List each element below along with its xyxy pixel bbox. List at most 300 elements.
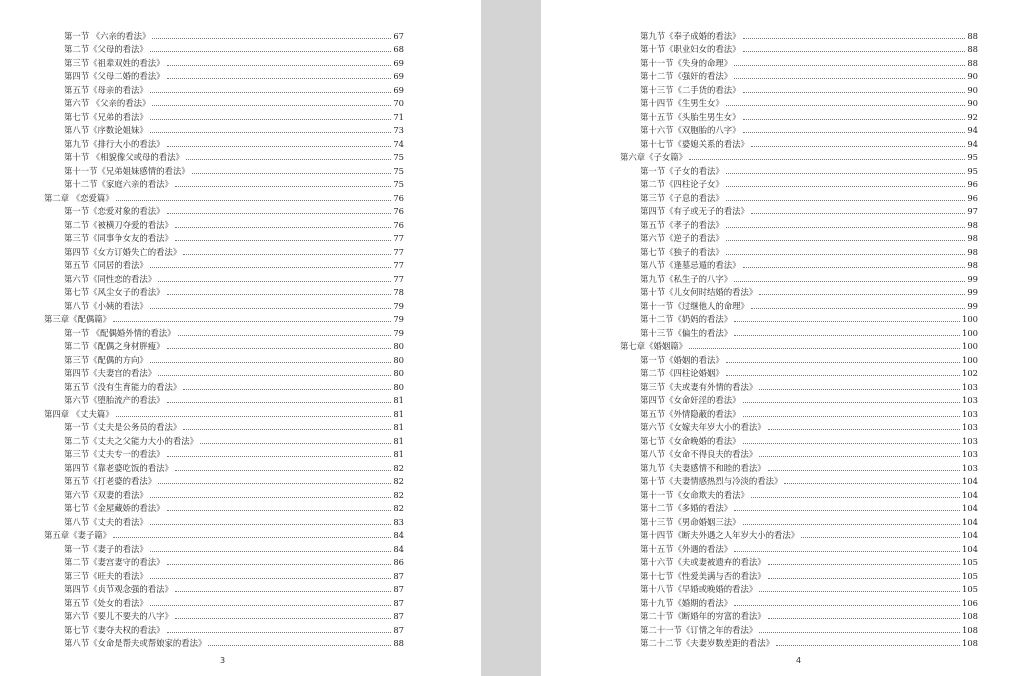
- toc-entry-title: 第十二节《强奸的看法》: [640, 71, 733, 81]
- toc-entry-page: 88: [967, 44, 978, 54]
- toc-section-entry[interactable]: [44, 433, 404, 447]
- toc-section-entry[interactable]: [44, 595, 404, 609]
- toc-section-entry[interactable]: [620, 420, 978, 434]
- toc-entry-title: 第十二节《家庭六亲的看法》: [64, 179, 173, 189]
- toc-entry-title: 第三节《丈夫专一的看法》: [64, 449, 165, 459]
- toc-section-entry[interactable]: [44, 352, 404, 366]
- toc-section-entry[interactable]: [620, 163, 978, 177]
- toc-entry-page: 82: [393, 462, 404, 473]
- toc-section-entry[interactable]: [44, 231, 404, 245]
- toc-entry-title: 第十三节《二手货的看法》: [640, 84, 741, 95]
- toc-section-entry[interactable]: [44, 298, 404, 312]
- toc-section-entry[interactable]: [44, 285, 404, 299]
- toc-entry-page: 69: [393, 57, 404, 68]
- toc-section-entry[interactable]: [620, 366, 978, 380]
- toc-chapter-entry[interactable]: [44, 190, 404, 204]
- toc-section-entry[interactable]: [44, 379, 404, 393]
- toc-entry-page: 104: [962, 530, 978, 540]
- toc-entry-title: 第五节《孝子的看法》: [640, 219, 724, 230]
- toc-entry-page: 105: [962, 584, 978, 594]
- toc-section-entry[interactable]: [44, 622, 404, 636]
- toc-entry-title: 第十二节《奶妈的看法》: [640, 314, 733, 324]
- toc-entry-title: 第二节《被横刀夺爱的看法》: [64, 219, 173, 230]
- toc-entry-page: 86: [393, 557, 404, 567]
- toc-section-entry[interactable]: [620, 514, 978, 528]
- toc-entry-title: 第六章《子女篇》: [620, 152, 687, 162]
- toc-entry-page: 76: [393, 192, 404, 203]
- dot-leader: [167, 78, 392, 79]
- toc-entry-title: 第五节《没有生育能力的看法》: [64, 381, 182, 392]
- toc-entry-page: 87: [393, 611, 404, 621]
- toc-entry-page: 79: [393, 300, 404, 311]
- toc-entry-page: 81: [393, 395, 404, 405]
- dot-leader: [167, 402, 392, 403]
- dot-leader: [200, 443, 391, 444]
- dot-leader: [192, 173, 392, 174]
- toc-chapter-entry[interactable]: [44, 406, 404, 420]
- toc-entry-page: 75: [393, 179, 404, 189]
- toc-entry-title: 第五节《母亲的看法》: [64, 84, 148, 95]
- toc-entry-page: 74: [393, 138, 404, 149]
- toc-chapter-entry[interactable]: [44, 528, 404, 542]
- toc-entry-page: 75: [393, 165, 404, 176]
- dot-leader: [183, 429, 391, 430]
- toc-section-entry[interactable]: [620, 352, 978, 366]
- toc-entry-page: 95: [967, 152, 978, 162]
- toc-entry-title: 第八节《女命是帮夫或帮娘家的看法》: [64, 638, 207, 648]
- dot-leader: [175, 227, 391, 228]
- toc-section-entry[interactable]: [44, 28, 404, 42]
- toc-entry-title: 第二节《丈夫之父能力大小的看法》: [64, 435, 198, 446]
- dot-leader: [175, 240, 391, 241]
- dot-leader: [759, 294, 965, 295]
- toc-section-entry[interactable]: [44, 96, 404, 110]
- toc-entry-page: 99: [967, 300, 978, 311]
- toc-section-entry[interactable]: [620, 379, 978, 393]
- toc-entry-title: 第一节 《配偶婚外情的看法》: [64, 327, 176, 338]
- toc-entry-page: 105: [962, 570, 978, 581]
- toc-entry-page: 106: [962, 597, 978, 608]
- dot-leader: [743, 92, 966, 93]
- toc-entry-title: 第一节《丈夫是公务员的看法》: [64, 422, 182, 432]
- table-of-contents: [620, 28, 978, 649]
- toc-entry-page: 80: [393, 381, 404, 392]
- toc-entry-title: 第十节《夫妻情感热烈与冷淡的看法》: [640, 476, 783, 486]
- toc-section-entry[interactable]: [44, 217, 404, 231]
- dot-leader: [776, 645, 960, 646]
- toc-entry-page: 97: [967, 206, 978, 216]
- toc-section-entry[interactable]: [44, 136, 404, 150]
- toc-section-entry[interactable]: [44, 474, 404, 488]
- dot-leader: [726, 227, 966, 228]
- toc-entry-title: 第四节《贞节观念强的看法》: [64, 584, 173, 594]
- toc-entry-title: 第七节《兄弟的看法》: [64, 111, 148, 122]
- toc-entry-page: 79: [393, 327, 404, 338]
- dot-leader: [726, 173, 966, 174]
- toc-section-entry[interactable]: [620, 109, 978, 123]
- dot-leader: [167, 213, 392, 214]
- dot-leader: [208, 645, 391, 646]
- dot-leader: [150, 132, 392, 133]
- dot-leader: [743, 443, 961, 444]
- dot-leader: [113, 537, 391, 538]
- dot-leader: [734, 65, 965, 66]
- toc-section-entry[interactable]: [620, 636, 978, 650]
- toc-entry-title: 第二节《妻宫妻守的看法》: [64, 557, 165, 567]
- toc-entry-title: 第六节《同性恋的看法》: [64, 273, 157, 284]
- toc-section-entry[interactable]: [44, 514, 404, 528]
- toc-entry-page: 77: [393, 233, 404, 243]
- toc-section-entry[interactable]: [620, 258, 978, 272]
- toc-entry-title: 第五章《妻子篇》: [44, 530, 111, 540]
- toc-entry-title: 第一节《婚姻的看法》: [640, 354, 724, 365]
- toc-entry-title: 第三节《子息的看法》: [640, 192, 724, 203]
- toc-entry-title: 第四节《女方订婚失亡的看法》: [64, 246, 182, 257]
- toc-section-entry[interactable]: [44, 258, 404, 272]
- page-gap: [481, 0, 541, 676]
- toc-section-entry[interactable]: [44, 109, 404, 123]
- toc-entry-page: 87: [393, 597, 404, 608]
- toc-entry-title: 第七节《金屋藏娇的看法》: [64, 503, 165, 513]
- toc-section-entry[interactable]: [620, 474, 978, 488]
- toc-entry-title: 第三节《同事争女友的看法》: [64, 233, 173, 243]
- toc-section-entry[interactable]: [44, 582, 404, 596]
- toc-section-entry[interactable]: [44, 501, 404, 515]
- toc-entry-title: 第二节《四柱论子女》: [640, 179, 724, 189]
- dot-leader: [759, 389, 960, 390]
- toc-chapter-entry[interactable]: [620, 339, 978, 353]
- toc-entry-title: 第四节《女命奸淫的看法》: [640, 395, 741, 405]
- toc-entry-page: 98: [967, 233, 978, 243]
- dot-leader: [150, 119, 392, 120]
- toc-entry-title: 第十一节《女命欺夫的看法》: [640, 489, 749, 500]
- toc-section-entry[interactable]: [44, 244, 404, 258]
- dot-leader: [759, 456, 960, 457]
- toc-entry-page: 83: [393, 516, 404, 527]
- toc-entry-title: 第六节《堕胎流产的看法》: [64, 395, 165, 405]
- toc-entry-page: 96: [967, 192, 978, 203]
- toc-entry-title: 第十节《儿女何时结婚的看法》: [640, 287, 758, 297]
- toc-section-entry[interactable]: [44, 460, 404, 474]
- toc-entry-title: 第十节《职业妇女的看法》: [640, 44, 741, 54]
- toc-section-entry[interactable]: [620, 231, 978, 245]
- toc-entry-title: 第六节《要儿不要夫的八字》: [64, 611, 173, 621]
- toc-entry-page: 94: [967, 138, 978, 149]
- toc-entry-title: 第六节 《父亲的看法》: [64, 98, 151, 108]
- toc-section-entry[interactable]: [620, 28, 978, 42]
- dot-leader: [152, 38, 391, 39]
- toc-entry-title: 第一节《恋爱对象的看法》: [64, 206, 165, 216]
- dot-leader: [726, 200, 966, 201]
- toc-section-entry[interactable]: [620, 42, 978, 56]
- toc-section-entry[interactable]: [44, 555, 404, 569]
- toc-section-entry[interactable]: [620, 312, 978, 326]
- toc-section-entry[interactable]: [44, 636, 404, 650]
- toc-entry-title: 第二十一节《订情之年的看法》: [640, 624, 758, 635]
- toc-entry-page: 100: [962, 354, 978, 365]
- dot-leader: [116, 416, 392, 417]
- toc-entry-page: 104: [962, 503, 978, 513]
- toc-section-entry[interactable]: [620, 204, 978, 218]
- toc-section-entry[interactable]: [620, 271, 978, 285]
- toc-entry-page: 103: [962, 395, 978, 405]
- dot-leader: [158, 281, 391, 282]
- toc-section-entry[interactable]: [620, 190, 978, 204]
- toc-entry-title: 第十四节《断夫外遇之人年岁大小的看法》: [640, 530, 800, 540]
- toc-section-entry[interactable]: [44, 609, 404, 623]
- toc-section-entry[interactable]: [620, 82, 978, 96]
- toc-entry-title: 第三节《旺夫的看法》: [64, 570, 148, 581]
- toc-entry-page: 90: [967, 71, 978, 81]
- toc-section-entry[interactable]: [620, 433, 978, 447]
- dot-leader: [150, 551, 392, 552]
- toc-entry-title: 第十二节《多婚的看法》: [640, 503, 733, 513]
- toc-entry-page: 104: [962, 516, 978, 527]
- dot-leader: [167, 564, 392, 565]
- toc-section-entry[interactable]: [620, 123, 978, 137]
- dot-leader: [768, 618, 960, 619]
- toc-entry-title: 第五节《处女的看法》: [64, 597, 148, 608]
- toc-entry-page: 90: [967, 98, 978, 108]
- toc-entry-page: 100: [962, 341, 978, 351]
- dot-leader: [734, 321, 960, 322]
- toc-entry-page: 68: [393, 44, 404, 54]
- toc-entry-page: 98: [967, 219, 978, 230]
- toc-section-entry[interactable]: [44, 55, 404, 69]
- toc-entry-page: 103: [962, 422, 978, 432]
- toc-section-entry[interactable]: [620, 325, 978, 339]
- toc-section-entry[interactable]: [44, 150, 404, 164]
- toc-entry-title: 第七节《独子的看法》: [640, 246, 724, 257]
- toc-entry-title: 第十五节《外遇的看法》: [640, 543, 733, 554]
- toc-entry-title: 第九节《奉子成婚的看法》: [640, 30, 741, 41]
- toc-entry-page: 94: [967, 125, 978, 135]
- dot-leader: [150, 578, 392, 579]
- toc-section-entry[interactable]: [44, 271, 404, 285]
- toc-entry-page: 90: [967, 84, 978, 95]
- toc-entry-page: 69: [393, 84, 404, 95]
- toc-entry-title: 第二节《配偶之身材胖瘦》: [64, 341, 165, 351]
- dot-leader: [175, 591, 391, 592]
- toc-entry-title: 第六节《双妻的看法》: [64, 489, 148, 500]
- toc-section-entry[interactable]: [44, 339, 404, 353]
- toc-entry-page: 81: [393, 422, 404, 432]
- toc-section-entry[interactable]: [620, 96, 978, 110]
- toc-entry-page: 88: [967, 57, 978, 68]
- toc-entry-title: 第十四节《生男生女》: [640, 98, 724, 108]
- dot-leader: [175, 618, 391, 619]
- dot-leader: [167, 65, 392, 66]
- toc-section-entry[interactable]: [620, 568, 978, 582]
- dot-leader: [734, 78, 965, 79]
- toc-section-entry[interactable]: [620, 136, 978, 150]
- dot-leader: [743, 51, 966, 52]
- dot-leader: [175, 470, 391, 471]
- dot-leader: [152, 105, 391, 106]
- toc-entry-page: 88: [967, 30, 978, 41]
- toc-section-entry[interactable]: [44, 204, 404, 218]
- dot-leader: [689, 348, 960, 349]
- toc-entry-page: 82: [393, 503, 404, 513]
- toc-section-entry[interactable]: [44, 393, 404, 407]
- toc-entry-title: 第二十节《断婚年的穷富的看法》: [640, 611, 766, 621]
- toc-section-entry[interactable]: [620, 447, 978, 461]
- dot-leader: [178, 335, 392, 336]
- page-number: 4: [796, 656, 802, 665]
- toc-entry-page: 99: [967, 273, 978, 284]
- toc-section-entry[interactable]: [44, 325, 404, 339]
- toc-entry-title: 第九节《夫妻感情不和睦的看法》: [640, 462, 766, 473]
- dot-leader: [150, 51, 392, 52]
- dot-leader: [150, 497, 392, 498]
- toc-section-entry[interactable]: [44, 163, 404, 177]
- dot-leader: [150, 308, 392, 309]
- dot-leader: [759, 591, 960, 592]
- toc-section-entry[interactable]: [620, 555, 978, 569]
- toc-section-entry[interactable]: [620, 541, 978, 555]
- dot-leader: [734, 335, 960, 336]
- dot-leader: [186, 159, 391, 160]
- toc-entry-page: 69: [393, 71, 404, 81]
- toc-section-entry[interactable]: [44, 69, 404, 83]
- toc-entry-title: 第二节《父母的看法》: [64, 44, 148, 54]
- dot-leader: [150, 362, 392, 363]
- toc-entry-title: 第二十二节《夫妻岁数差距的看法》: [640, 638, 774, 648]
- toc-section-entry[interactable]: [620, 285, 978, 299]
- dot-leader: [751, 146, 965, 147]
- toc-section-entry[interactable]: [44, 82, 404, 96]
- toc-section-entry[interactable]: [44, 541, 404, 555]
- toc-entry-page: 88: [393, 638, 404, 648]
- toc-entry-title: 第八节《序数论姐妹》: [64, 125, 148, 135]
- toc-entry-page: 108: [962, 611, 978, 621]
- toc-chapter-entry[interactable]: [620, 150, 978, 164]
- dot-leader: [167, 456, 392, 457]
- toc-entry-title: 第十六节《夫或妻被遗弃的看法》: [640, 557, 766, 567]
- toc-entry-page: 98: [967, 260, 978, 270]
- toc-section-entry[interactable]: [44, 487, 404, 501]
- dot-leader: [743, 267, 966, 268]
- toc-section-entry[interactable]: [620, 177, 978, 191]
- dot-leader: [150, 267, 392, 268]
- toc-entry-page: 105: [962, 557, 978, 567]
- toc-section-entry[interactable]: [620, 298, 978, 312]
- toc-entry-title: 第四节《夫妻宫的看法》: [64, 368, 157, 378]
- toc-entry-page: 71: [393, 111, 404, 122]
- toc-entry-page: 80: [393, 368, 404, 378]
- toc-entry-title: 第十三节《男命婚姻三法》: [640, 516, 741, 527]
- toc-section-entry[interactable]: [620, 487, 978, 501]
- toc-entry-page: 103: [962, 462, 978, 473]
- toc-section-entry[interactable]: [620, 582, 978, 596]
- toc-section-entry[interactable]: [620, 244, 978, 258]
- toc-entry-page: 92: [967, 111, 978, 122]
- toc-entry-page: 78: [393, 287, 404, 297]
- toc-section-entry[interactable]: [44, 447, 404, 461]
- dot-leader: [734, 510, 960, 511]
- toc-entry-page: 99: [967, 287, 978, 297]
- toc-section-entry[interactable]: [620, 406, 978, 420]
- toc-entry-page: 95: [967, 165, 978, 176]
- toc-entry-page: 87: [393, 584, 404, 594]
- toc-entry-title: 第二章 《恋爱篇》: [44, 192, 114, 203]
- dot-leader: [768, 470, 960, 471]
- toc-entry-title: 第三章《配偶篇》: [44, 314, 111, 324]
- toc-entry-page: 102: [962, 368, 978, 378]
- dot-leader: [743, 416, 961, 417]
- toc-entry-page: 100: [962, 314, 978, 324]
- toc-entry-page: 77: [393, 273, 404, 284]
- toc-entry-page: 108: [962, 624, 978, 635]
- dot-leader: [743, 402, 961, 403]
- dot-leader: [726, 375, 960, 376]
- toc-section-entry[interactable]: [620, 528, 978, 542]
- toc-entry-title: 第一节《妻子的看法》: [64, 543, 148, 554]
- dot-leader: [150, 524, 392, 525]
- dot-leader: [175, 186, 391, 187]
- dot-leader: [167, 146, 392, 147]
- dot-leader: [183, 254, 391, 255]
- toc-section-entry[interactable]: [620, 217, 978, 231]
- document-page-right: [541, 0, 1024, 676]
- dot-leader: [183, 389, 391, 390]
- toc-section-entry[interactable]: [620, 460, 978, 474]
- toc-section-entry[interactable]: [620, 393, 978, 407]
- toc-entry-title: 第五节《同居的看法》: [64, 260, 148, 270]
- toc-chapter-entry[interactable]: [44, 312, 404, 326]
- toc-entry-title: 第二节《四柱论婚姻》: [640, 368, 724, 378]
- toc-section-entry[interactable]: [44, 568, 404, 582]
- toc-section-entry[interactable]: [44, 42, 404, 56]
- dot-leader: [689, 159, 965, 160]
- dot-leader: [150, 92, 392, 93]
- toc-entry-title: 第八节《小姨的看法》: [64, 300, 148, 311]
- toc-entry-page: 80: [393, 341, 404, 351]
- toc-section-entry[interactable]: [620, 55, 978, 69]
- dot-leader: [726, 240, 966, 241]
- toc-section-entry[interactable]: [44, 366, 404, 380]
- toc-entry-page: 67: [393, 30, 404, 41]
- dot-leader: [743, 524, 961, 525]
- toc-section-entry[interactable]: [44, 420, 404, 434]
- toc-section-entry[interactable]: [44, 177, 404, 191]
- dot-leader: [751, 497, 960, 498]
- toc-entry-page: 96: [967, 179, 978, 189]
- dot-leader: [743, 38, 966, 39]
- toc-entry-title: 第十一节《兄弟姐妹感情的看法》: [64, 165, 190, 176]
- toc-section-entry[interactable]: [620, 622, 978, 636]
- toc-entry-page: 76: [393, 219, 404, 230]
- dot-leader: [734, 605, 960, 606]
- toc-entry-title: 第五节《外情隐蔽的看法》: [640, 408, 741, 419]
- toc-entry-title: 第十六节《双胞胎的八字》: [640, 125, 741, 135]
- toc-entry-title: 第八节《女命不得良夫的看法》: [640, 449, 758, 459]
- toc-entry-page: 103: [962, 408, 978, 419]
- toc-section-entry[interactable]: [620, 609, 978, 623]
- document-page-left: [0, 0, 481, 676]
- toc-section-entry[interactable]: [620, 501, 978, 515]
- dot-leader: [759, 632, 960, 633]
- toc-entry-title: 第四节《有子或无子的看法》: [640, 206, 749, 216]
- toc-section-entry[interactable]: [620, 69, 978, 83]
- toc-section-entry[interactable]: [44, 123, 404, 137]
- toc-entry-title: 第九节《排行大小的看法》: [64, 138, 165, 149]
- toc-entry-title: 第四节《靠老婆吃饭的看法》: [64, 462, 173, 473]
- toc-section-entry[interactable]: [620, 595, 978, 609]
- toc-entry-page: 100: [962, 327, 978, 338]
- toc-entry-title: 第七章《婚姻篇》: [620, 341, 687, 351]
- toc-entry-page: 104: [962, 543, 978, 554]
